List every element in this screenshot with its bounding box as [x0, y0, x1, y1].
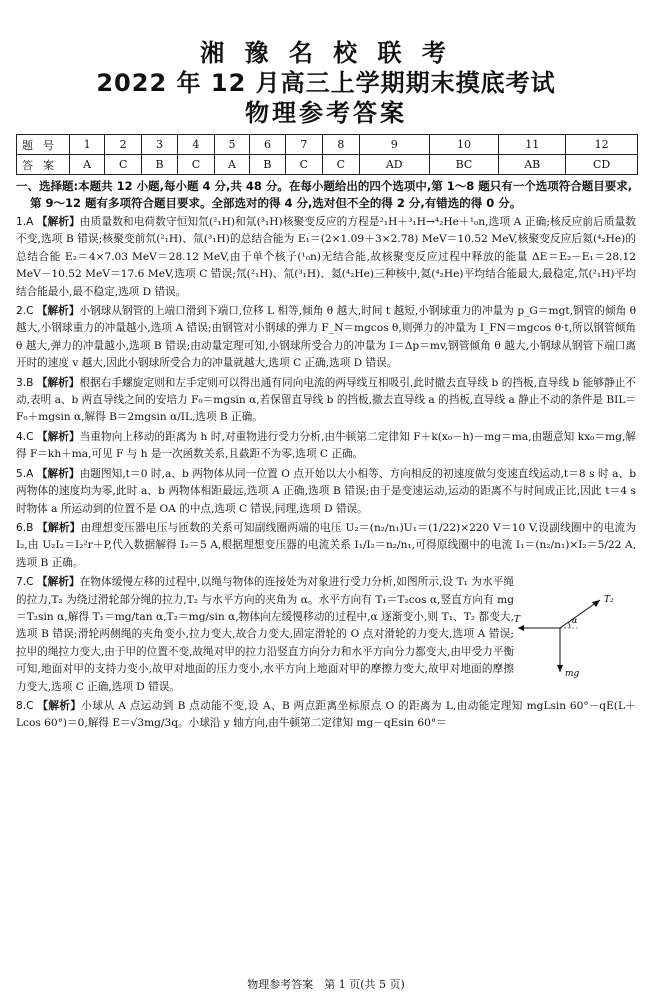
question-answer: 5.A	[16, 467, 34, 480]
analysis-tag: 【解析】	[36, 305, 80, 318]
explanation-text: 由质量数和电荷数守恒知氘(²₁H)和氚(³₁H)核聚变反应的方程是²₁H＋³₁H→⁴₂He＋¹₀n,选项 A 正确;核反应前后质量数不变,选项 B 错误;核聚变前氘(²₁H)、氚(³₁H)的总结合能为 E₁＝(2×1.09＋3×2.78) MeV＝10.52 MeV,核聚变反应后氦(⁴₂He)的总结合能 E₂＝4×7.03 MeV＝28.12 MeV,由于单个核子(¹₀n)无结合能,故核聚变反应过程中释放的能量 ΔE＝E₂－E₁＝28.12 MeV－10.52 MeV＝17.6 MeV,选项 C 错误;氘(²₁H)、氚(³₁H)、氦(⁴₂He)三种核中,氦(⁴₂He)平均结合能最大,最稳定,氘(²₁H)平均结合能最小,最不稳定,选项 D 错误。	[16, 216, 636, 298]
question-explanation	[16, 466, 636, 518]
question-answer: 3.B	[16, 376, 34, 389]
question-explanation	[16, 303, 636, 373]
question-number: 11	[499, 135, 566, 155]
question-number: 8	[322, 135, 359, 155]
question-explanation	[16, 520, 636, 572]
answer-cell: AD	[359, 155, 429, 175]
answer-cell: C	[177, 155, 214, 175]
question-number: 5	[214, 135, 249, 155]
exam-title: 2022 年 12 月高三上学期期末摸底考试	[96, 69, 556, 97]
analysis-tag: 【解析】	[36, 576, 80, 589]
question-number: 10	[429, 135, 499, 155]
answer-cell: BC	[429, 155, 499, 175]
section-heading: 一、选择题:本题共 12 小题,每小题 4 分,共 48 分。在每小题给出的四个选项中,第 1～8 题只有一个选项符合题目要求,第 9～12 题有多项符合题目要求。全部选对的得 4 分,选对但不全的得 2 分,有错选的得 0 分。	[16, 179, 633, 210]
question-explanation	[16, 375, 636, 427]
t1-label: T	[514, 615, 521, 626]
answer-cell: C	[285, 155, 322, 175]
explanation-text: 由题图知,t＝0 时,a、b 两物体从同一位置 O 点开始以大小相等、方向相反的初速度做匀变速直线运动,t＝8 s 时 a、b 两物体的速度均为零,此时 a、b 两物体相距最远,选项 A 正确,选项 B 错误;由于是变速运动,运动的距离不与时间成正比,因此 t＝4 s 时物体 a 所运动到的位置不是 OA 的中点,选项 C 错误,同理,选项 D 错误。	[16, 467, 637, 515]
explanation-text: 在物体缓慢左移的过程中,以绳与物体的连接处为对象进行受力分析,如图所示,设 T₁ 为水平绳的拉力,T₂ 为绕过滑轮部分绳的拉力,T₂ 与水平方向的夹角为 α。水平方向有 T₁＝T₂cos α,竖直方向有 mg＝T₂sin α,解得 T₁＝mg/tan α,T₂＝mg/sin α,物体向左缓慢移动的过程中,α 逐渐变小,则 T₁、T₂ 都变大,选项 B 错误;滑轮两侧绳的夹角变小,拉力变大,故合力变大,固定滑轮的 O 点对滑轮的力变大,选项 A 错误;拉甲的绳拉力变大,由于甲的位置不变,故绳对甲的拉力沿竖直方向分力和水平方向分力都变大,由甲受力平衡可知,地面对甲的支持力变小,故甲对地面的压力变小,水平方向上地面对甲的摩擦力变大,故甲对地面的摩擦力变大,选项 C 正确,选项 D 错误。	[16, 576, 514, 693]
answer-table	[16, 134, 638, 175]
answer-row-label: 答案	[17, 155, 70, 175]
explanation-text: 当重物向上移动的距离为 h 时,对重物进行受力分析,由牛顿第二定律知 F＋k(x₀－h)－mg＝ma,由题意知 kx₀＝mg,解得 F＝kh＋ma,可见 F 与 h 是一次函数关系,且截距不为零,选项 C 正确。	[16, 430, 637, 461]
question-answer: 1.A	[16, 216, 34, 228]
question-answer: 2.C	[16, 305, 34, 318]
question-number: 9	[359, 135, 429, 155]
answer-cell: CD	[566, 155, 638, 175]
answer-cell: C	[105, 155, 142, 175]
analysis-tag: 【解析】	[36, 467, 80, 480]
analysis-tag: 【解析】	[36, 376, 80, 389]
question-answer: 4.C	[16, 430, 34, 443]
question-answer: 7.C	[16, 576, 34, 589]
question-number: 7	[285, 135, 322, 155]
t1-arrowhead	[518, 625, 524, 631]
alpha-label: α	[572, 616, 578, 626]
question-number: 1	[70, 135, 105, 155]
explanation-text: 小球从 A 点运动到 B 点动能不变,设 A、B 两点距离坐标原点 O 的距离为 L,由动能定理知 mgLsin 60°－qE(L＋Lcos 60°)＝0,解得 E＝√3mg/3q。小球沿 y 轴方向,由牛顿第二定律知 mg－qEsin 60°＝	[16, 699, 636, 730]
answer-cell: B	[250, 155, 286, 175]
title-block	[16, 0, 636, 128]
t2-arrowhead	[592, 600, 600, 607]
analysis-tag: 【解析】	[37, 521, 81, 534]
answer-cell: A	[70, 155, 105, 175]
answer-cell: C	[322, 155, 359, 175]
exam-union-title: 湘 豫 名 校 联 考	[200, 39, 452, 67]
answer-cell: B	[142, 155, 178, 175]
answer-cell: A	[214, 155, 249, 175]
question-number: 4	[177, 135, 214, 155]
force-diagram	[512, 592, 622, 682]
analysis-tag: 【解析】	[37, 699, 82, 712]
question-answer: 8.C	[16, 699, 34, 712]
mg-arrowhead	[557, 665, 563, 672]
alpha-arc	[568, 622, 570, 628]
analysis-tag: 【解析】	[36, 216, 80, 228]
analysis-tag: 【解析】	[36, 430, 80, 443]
question-number: 3	[142, 135, 178, 155]
number-row-label: 题号	[17, 135, 70, 155]
answer-row	[17, 155, 638, 175]
answer-title: 物理参考答案	[245, 99, 407, 127]
question-explanation	[16, 429, 636, 464]
question-number: 2	[105, 135, 142, 155]
page-footer: 物理参考答案 第 1 页(共 5 页)	[247, 978, 405, 991]
question-number: 12	[566, 135, 638, 155]
t2-label: T₂	[604, 595, 614, 606]
number-row	[17, 135, 638, 155]
answer-cell: AB	[499, 155, 566, 175]
mg-label: mg	[565, 669, 580, 680]
question-number: 6	[250, 135, 286, 155]
explanation-text: 由理想变压器电压与匝数的关系可知副线圈两端的电压 U₂＝(n₂/n₁)U₁＝(1/22)×220 V＝10 V,设副线圈中的电流为 I₂,由 U₂I₂＝I₂²r＋P,代入数据解得 I₂＝5 A,根据理想变压器的电流关系 I₁/I₂＝n₂/n₁,可得原线圈中的电流 I₁＝(n₂/n₁)×I₂＝5/22 A,选项 B 正确。	[16, 521, 637, 569]
question-explanation	[16, 574, 636, 696]
question-explanation	[16, 214, 636, 301]
question-answer: 6.B	[16, 521, 34, 534]
explanation-text: 小钢球从钢管的上端口滑到下端口,位移 L 相等,倾角 θ 越大,时间 t 越短,小钢球重力的冲量为 p_G＝mgt,钢管的倾角 θ 越大,小钢球重力的冲量越小,选项 A 错误;由钢管对小钢球的弹力 F_N＝mgcos θ,则弹力的冲量为 I_FN＝mgcos θ·t,所以钢管倾角 θ 越大,弹力的冲量越小,选项 B 错误;由动量定理可知,小钢球所受合力的冲量为 I＝Δp＝mv,钢管倾角 θ 越大,小钢球从钢管下端口离开时的速度 v 越大,因此小钢球所受合力的冲量就越大,选项 C 正确,选项 D 错误。	[16, 305, 636, 370]
question-explanation	[16, 698, 636, 733]
explanation-text: 根据右手螺旋定则和左手定则可以得出通有同向电流的两导线互相吸引,此时撤去直导线 b 的挡板,直导线 b 能够静止不动,表明 a、b 两直导线之间的安培力 F₀＝mgsin α,若保留直导线 b 的挡板,撤去直导线 a 的挡板,直导线 a 静止不动的条件是 BIL＝F₀＋mgsin α,解得 B＝2mgsin α/IL,选项 B 正确。	[16, 376, 637, 424]
